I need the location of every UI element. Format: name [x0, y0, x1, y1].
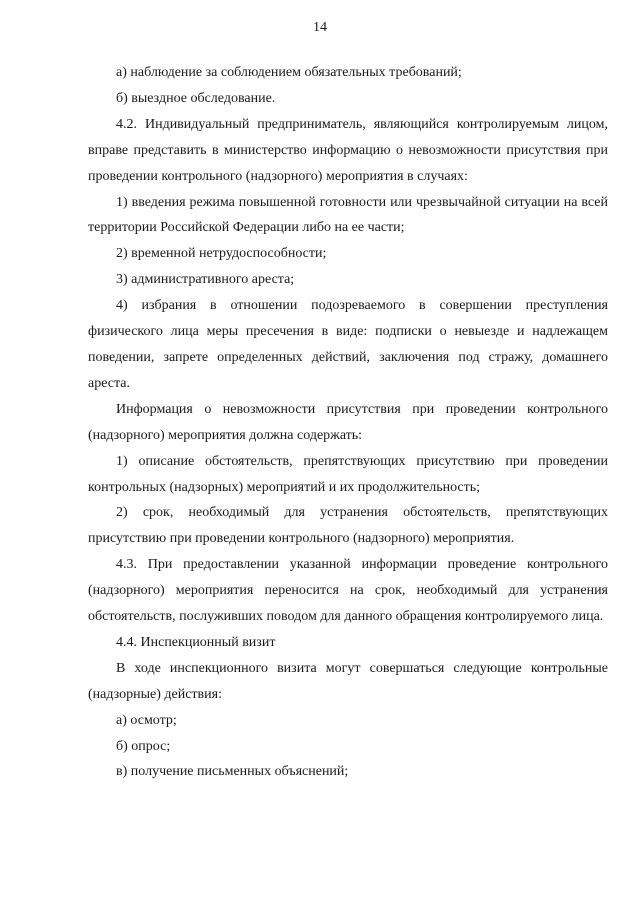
list-item-3-arrest: 3) административного ареста;	[116, 272, 295, 288]
paragraph-b-inspection: б) выездное обследование.	[116, 90, 276, 106]
paragraph-4-2: 4.2. Индивидуальный предприниматель, являющийся контролируемым лицом, вправе представить в министерство информацию о невозможности присутствия при проведении контрольного (надзорного) мероприятия в случаях:	[88, 116, 608, 184]
page-number: 14	[313, 20, 327, 35]
list-item-1-emergency: 1) введения режима повышенной готовности или чрезвычайной ситуации на всей территории Российской Федерации либо на ее части;	[88, 194, 608, 236]
list-item-b-survey: б) опрос;	[116, 738, 171, 754]
paragraph-4-3: 4.3. При предоставлении указанной информации проведение контрольного (надзорного) мероприятия переносится на срок, необходимый для устранения обстоятельств, послуживших поводом для данного обращения контролируемого лица.	[88, 557, 608, 625]
paragraph-a-observation: а) наблюдение за соблюдением обязательных требований;	[116, 65, 462, 80]
paragraph-inspection-visit-actions: В ходе инспекционного визита могут совершаться следующие контрольные (надзорные) действия:	[88, 660, 608, 702]
list-item-2-term: 2) срок, необходимый для устранения обстоятельств, препятствующих присутствию при проведении контрольного (надзорного) мероприятия.	[88, 505, 608, 547]
paragraph-information-requirements: Информация о невозможности присутствия при проведении контрольного (надзорного) мероприятия должна содержать:	[88, 401, 608, 443]
section-heading-4-4: 4.4. Инспекционный визит	[116, 634, 276, 650]
list-item-a-examination: а) осмотр;	[116, 712, 177, 728]
list-item-2-disability: 2) временной нетрудоспособности;	[116, 246, 327, 262]
list-item-4-restraint: 4) избрания в отношении подозреваемого в совершении преступления физического лица меры пресечения в виде: подписки о невыезде и надлежащем поведении, запрете определенных действий, заключения под стражу, домашнего ареста.	[88, 298, 608, 391]
list-item-1-circumstances: 1) описание обстоятельств, препятствующих присутствию при проведении контрольных (надзорных) мероприятий и их продолжительность;	[88, 453, 608, 495]
document-body	[88, 60, 608, 785]
list-item-c-written-explanations: в) получение письменных объяснений;	[116, 764, 349, 780]
